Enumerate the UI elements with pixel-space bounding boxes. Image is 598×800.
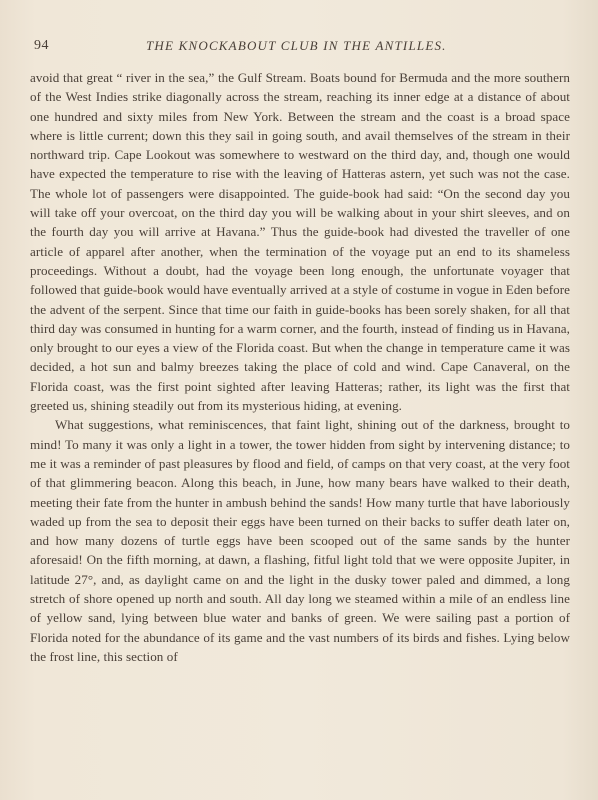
body-text (30, 68, 570, 666)
paragraph-1: avoid that great “ river in the sea,” the Gulf Stream. Boats bound for Bermuda and the more southern of the West Indies strike diagonally across the stream, reaching its inner edge at a distance of about one hundred and sixty miles from New York. Between the stream and the coast is a broad space where is little current; down this they sail in going south, and avail themselves of the stream in their northward trip. Cape Lookout was somewhere to westward on the third day, and, though one would have expected the temperature to rise with the leaving of Hatteras astern, yet such was not the case. The whole lot of passengers were disappointed. The guide-book had said: “On the second day you will take off your overcoat, on the third day you will be walking about in your shirt sleeves, and on the fourth day you will arrive at Havana.” Thus the guide-book had divested the traveller of one article of apparel after another, when the termination of the voyage put an end to its shameless proceedings. Without a doubt, had the voyage been long enough, the unfortunate voyager that followed that guide-book would have eventually arrived at a style of costume in vogue in Eden before the advent of the serpent. Since that time our faith in guide-books has been sorely shaken, for all that third day was consumed in hunting for a warm corner, and the fourth, instead of finding us in Havana, only brought to our eyes a view of the Florida coast. But when the change in temperature came it was decided, a hot sun and balmy breezes taking the place of cold and wind. Cape Canaveral, on the Florida coast, was the first point sighted after leaving Hatteras; rather, its light was the first that greeted us, shining steadily out from its mysterious hiding, at evening. (30, 70, 570, 414)
running-head (34, 38, 564, 56)
running-title: THE KNOCKABOUT CLUB IN THE ANTILLES. (146, 38, 447, 53)
paragraph-2: What suggestions, what reminiscences, that faint light, shining out of the darkness, brought to mind! To many it was only a light in a tower, the tower hidden from sight by intervening distance; to me it was a reminder of past pleasures by flood and field, of camps on that very coast, at the very foot of that glimmering beacon. Along this beach, in June, how many bears have walked to their death, meeting their fate from the hunter in ambush behind the sands! How many turtle that have laboriously waded up from the sea to deposit their eggs have been turned on their backs to suffer death later on, and how many dozens of turtle eggs have been scooped out of the same sands by the hunter aforesaid! On the fifth morning, at dawn, a flashing, fitful light told that we were opposite Jupiter, in latitude 27°, and, as daylight came on and the light in the dusky tower paled and dimmed, a long stretch of shore opened up north and south. All day long we steamed within a mile of an endless line of yellow sand, lying between blue water and banks of green. We were sailing past a portion of Florida noted for the abundance of its game and the vast numbers of its birds and fishes. Lying below the frost line, this section of (30, 417, 570, 664)
page-number: 94 (34, 38, 49, 53)
